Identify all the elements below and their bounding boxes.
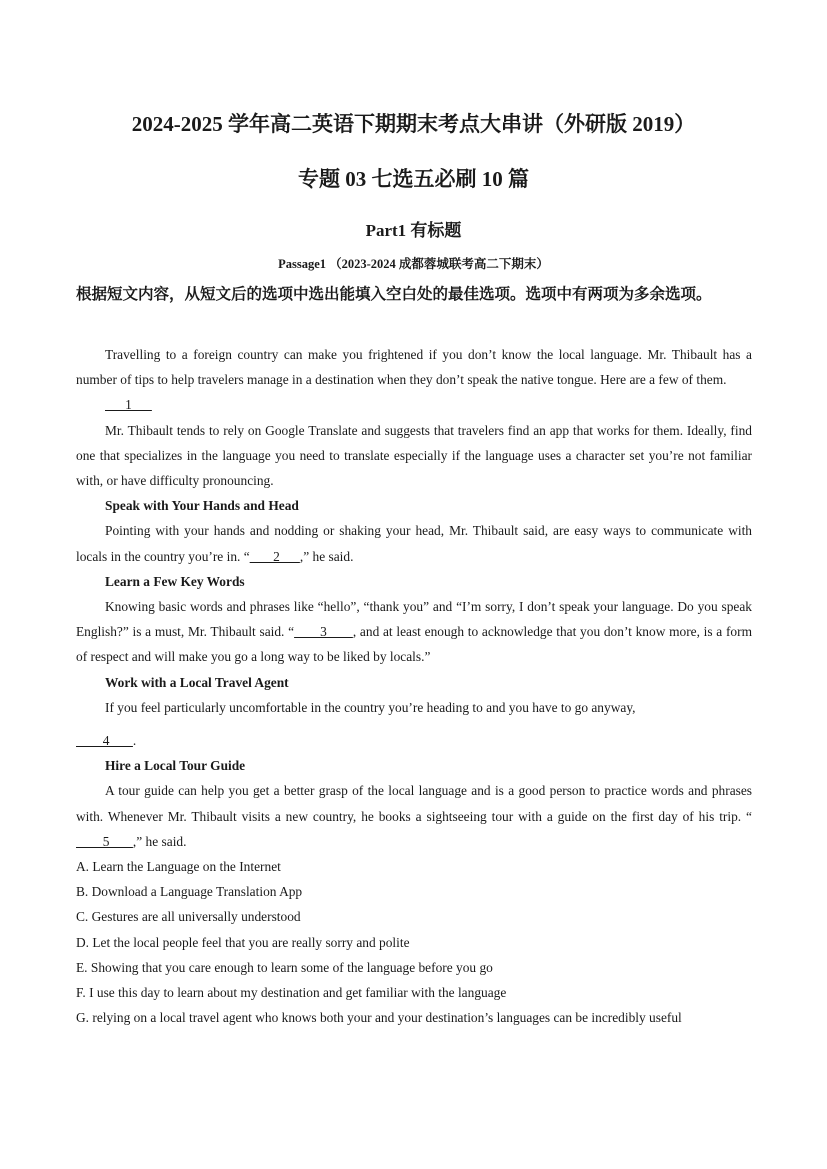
blank-4-period: .	[132, 733, 137, 749]
paragraph-key-words-text: Knowing basic words and phrases like “hello”, “thank you” and “I’m sorry, I don’t speak your language. Do you speak English?” is a must, Mr. Thibault said. “	[76, 599, 752, 640]
option-d: D. Let the local people feel that you are really sorry and polite	[76, 934, 410, 950]
blank-3: 3	[294, 624, 353, 640]
paragraph-gestures-text: Pointing with your hands and nodding or shaking your head, Mr. Thibault said, are easy ways to communicate with locals in the country you’re in. “	[76, 523, 752, 564]
option-f: F. I use this day to learn about my destination and get familiar with the language	[76, 985, 507, 1001]
blank-2: 2	[249, 548, 300, 564]
heading-hands-head: Speak with Your Hands and Head	[105, 498, 299, 514]
blank-4-line	[76, 728, 752, 753]
paragraph-key-words	[76, 594, 752, 670]
passage-heading: Passage1 （2023-2024 成都蓉城联考高二下期末）	[278, 257, 549, 271]
blank-1: 1	[105, 397, 152, 413]
passage-body	[76, 342, 752, 1030]
option-e: E. Showing that you care enough to learn some of the language before you go	[76, 959, 493, 975]
option-g: G. relying on a local travel agent who knows both your and your destination’s languages can be incredibly useful	[76, 1010, 682, 1026]
blank-5: 5	[76, 833, 133, 849]
heading-key-words: Learn a Few Key Words	[105, 573, 245, 589]
paragraph-tour-guide	[76, 778, 752, 854]
paragraph-tour-guide-text: A tour guide can help you get a better grasp of the local language and is a good person to practice words and phrases with. Whenever Mr. Thibault visits a new country, he books a sightseeing tour with a guide on the first day of his trip. “	[76, 783, 752, 824]
paragraph-key-words-end: , and at least enough to acknowledge that you don’t know more, is a form of respect and will make you go a long way to be liked by locals.”	[76, 624, 753, 665]
document-subtitle: 专题 03 七选五必刷 10 篇	[298, 167, 529, 191]
spacer	[76, 720, 752, 728]
part-heading: Part1 有标题	[365, 221, 462, 240]
paragraph-gestures	[76, 518, 752, 568]
document-title: 2024-2025 学年高二英语下期期末考点大串讲（外研版 2019）	[131, 112, 696, 136]
heading-travel-agent: Work with a Local Travel Agent	[105, 674, 289, 690]
blank-1-line	[76, 392, 752, 417]
instruction: 根据短文内容，从短文后的选项中选出能填入空白处的最佳选项。选项中有两项为多余选项。	[76, 286, 712, 303]
paragraph-travel-agent: If you feel particularly uncomfortable in the country you’re heading to and you have to go anyway,	[105, 699, 636, 715]
paragraph-intro: Travelling to a foreign country can make you frightened if you don’t know the local language. Mr. Thibault has a number of tips to help travelers manage in a destination when they don’t speak the native tongue. Here are a few of them.	[76, 347, 752, 388]
option-c: C. Gestures are all universally understood	[76, 909, 301, 925]
blank-4: 4	[76, 733, 133, 749]
paragraph-gestures-end: ,” he said.	[299, 548, 354, 564]
paragraph-tour-guide-end: ,” he said.	[132, 833, 187, 849]
heading-tour-guide: Hire a Local Tour Guide	[105, 758, 246, 774]
option-b: B. Download a Language Translation App	[76, 884, 303, 900]
paragraph-translate-app: Mr. Thibault tends to rely on Google Translate and suggests that travelers find an app that works for them. Ideally, find one that specializes in the language you need to translate especially if the language uses a character set you’re not familiar with, or have difficulty pronouncing.	[76, 422, 752, 489]
option-a: A. Learn the Language on the Internet	[76, 859, 281, 875]
